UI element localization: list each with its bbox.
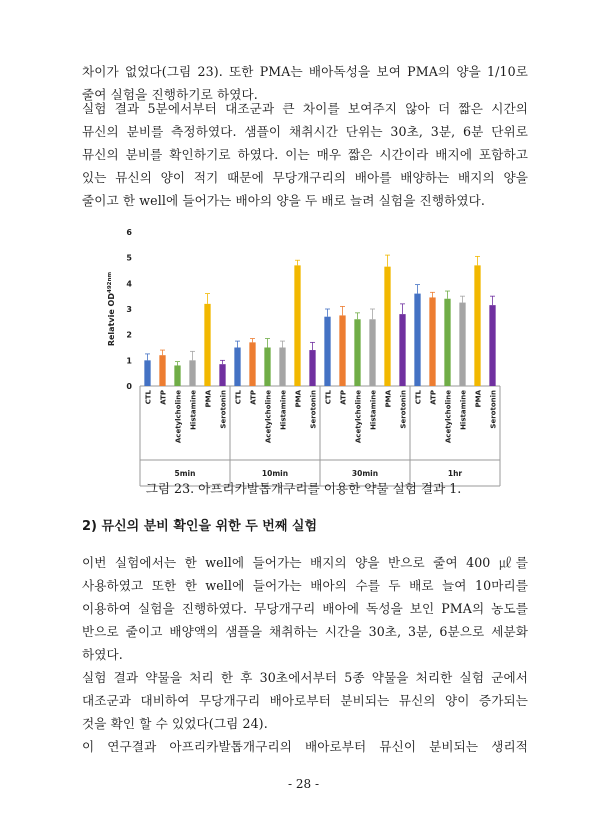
bar [144,360,150,386]
figure-caption: 그림 23. 아프리카발톱개구리를 이용한 약물 실험 결과 1. [145,481,462,496]
text-line: 이용하여 실험을 진행하였다. 무당개구리 배아에 독성을 보인 PMA의 농도를 [82,601,528,616]
category-tick-label: ATP [249,390,258,405]
text-line: 대조군과 대비하여 무당개구리 배아로부터 분비되는 뮤신의 양이 증가되는 [82,693,528,708]
category-tick-label: Serotonin [399,390,408,429]
bar-chart [100,218,510,478]
category-tick-label: Histamine [189,390,198,430]
bar [354,319,360,386]
category-tick-label: ATP [339,390,348,405]
group-label: 1hr [447,469,463,478]
category-tick-label: CTL [324,390,333,405]
category-tick-label: Serotonin [219,390,228,429]
text-line: 뮤신의 분비를 측정하였다. 샘플이 채취시간 단위는 30초, 3분, 6분 단위로 [82,124,528,139]
bar [474,265,480,386]
text-line: 실험 결과 5분에서부터 대조군과 큰 차이를 보여주지 않아 더 짧은 시간의 [82,101,528,116]
y-tick-label: 1 [126,356,132,366]
text-line: 이 연구결과 아프리카발톱개구리의 배아로부터 뮤신이 분비되는 생리적 [82,739,528,754]
bar [219,364,225,386]
y-axis-label-subscript: 492nm [107,271,113,293]
bar [414,294,420,386]
bar [189,360,195,386]
paragraph-3 [82,551,528,666]
bar [369,319,375,386]
bar [399,314,405,386]
bar [339,315,345,386]
paragraph-4 [82,666,528,758]
bar [294,265,300,386]
bar [324,317,330,386]
text-line: 줄여 실험을 진행하기로 하였다. [82,87,258,102]
category-tick-label: PMA [384,390,393,408]
section-heading: 2) 뮤신의 분비 확인을 위한 두 번째 실험 [82,519,318,534]
bar [249,342,255,386]
bar [309,350,315,386]
text-line: 반으로 줄이고 배양액의 샘플을 채취하는 시간을 30초, 3분, 6분으로 세분화 [82,624,528,639]
text-line: 사용하였고 또한 한 well에 들어가는 배아의 수를 두 배로 늘여 10마리를 [82,578,528,593]
y-tick-label: 2 [126,330,132,340]
text-line: 하였다. [82,647,123,662]
bar [429,297,435,386]
category-tick-label: Histamine [279,390,288,430]
category-tick-label: ATP [159,390,168,405]
y-tick-label: 3 [126,305,132,314]
category-tick-label: Acetylcholine [354,390,363,444]
bar [279,348,285,387]
paragraph-2 [82,97,528,212]
text-line: 것을 확인 할 수 있었다(그림 24). [82,716,268,731]
text-line: 줄이고 한 well에 들어가는 배아의 양을 두 배로 늘려 실험을 진행하였다. [82,193,485,208]
group-label: 5min [174,469,196,478]
y-axis-label: Relatvie $OD^{492nm}$ [107,271,116,347]
category-tick-label: PMA [204,390,213,408]
category-tick-label: Acetylcholine [264,390,273,444]
text-line: 이번 실험에서는 한 well에 들어가는 배지의 양을 반으로 줄여 400 ㎕를 [82,555,528,570]
bar [234,348,240,387]
bar [444,299,450,386]
y-tick-label: 0 [126,382,132,391]
bar [459,303,465,386]
text-line: 뮤신의 분비를 확인하기로 하였다. 이는 매우 짧은 시간이라 배지에 포함하고 [82,147,528,162]
y-tick-label: 4 [126,279,132,289]
category-tick-label: Acetylcholine [444,390,453,444]
text-line: 차이가 없었다(그림 23). 또한 PMA는 배아독성을 보여 PMA의 양을 1/10로 [82,64,528,79]
bar [489,305,495,386]
text-line: 있는 뮤신의 양이 적기 때문에 무당개구리의 배아를 배양하는 배지의 양을 [82,170,528,185]
group-label: 10min [261,469,289,478]
text-line: 실험 결과 약물을 처리 한 후 30초에서부터 5종 약물을 처리한 실험 군에서 [82,670,528,685]
category-tick-label: PMA [294,390,303,408]
bar [204,304,210,386]
category-tick-label: Histamine [369,390,378,430]
category-tick-label: Serotonin [489,390,498,429]
group-label: 30min [351,469,379,478]
category-tick-label: Acetylcholine [174,390,183,444]
category-tick-label: CTL [414,390,423,405]
category-tick-label: Serotonin [309,390,318,429]
bar [174,365,180,386]
category-tick-label: CTL [144,390,153,405]
y-tick-label: 5 [126,253,132,263]
bar [384,267,390,386]
bar [264,348,270,387]
y-tick-label: 6 [126,228,132,237]
category-tick-label: CTL [234,390,243,405]
category-tick-label: ATP [429,390,438,405]
category-tick-label: Histamine [459,390,468,430]
bar [159,355,165,386]
page-number: - 28 - [287,777,319,791]
category-tick-label: PMA [474,390,483,408]
